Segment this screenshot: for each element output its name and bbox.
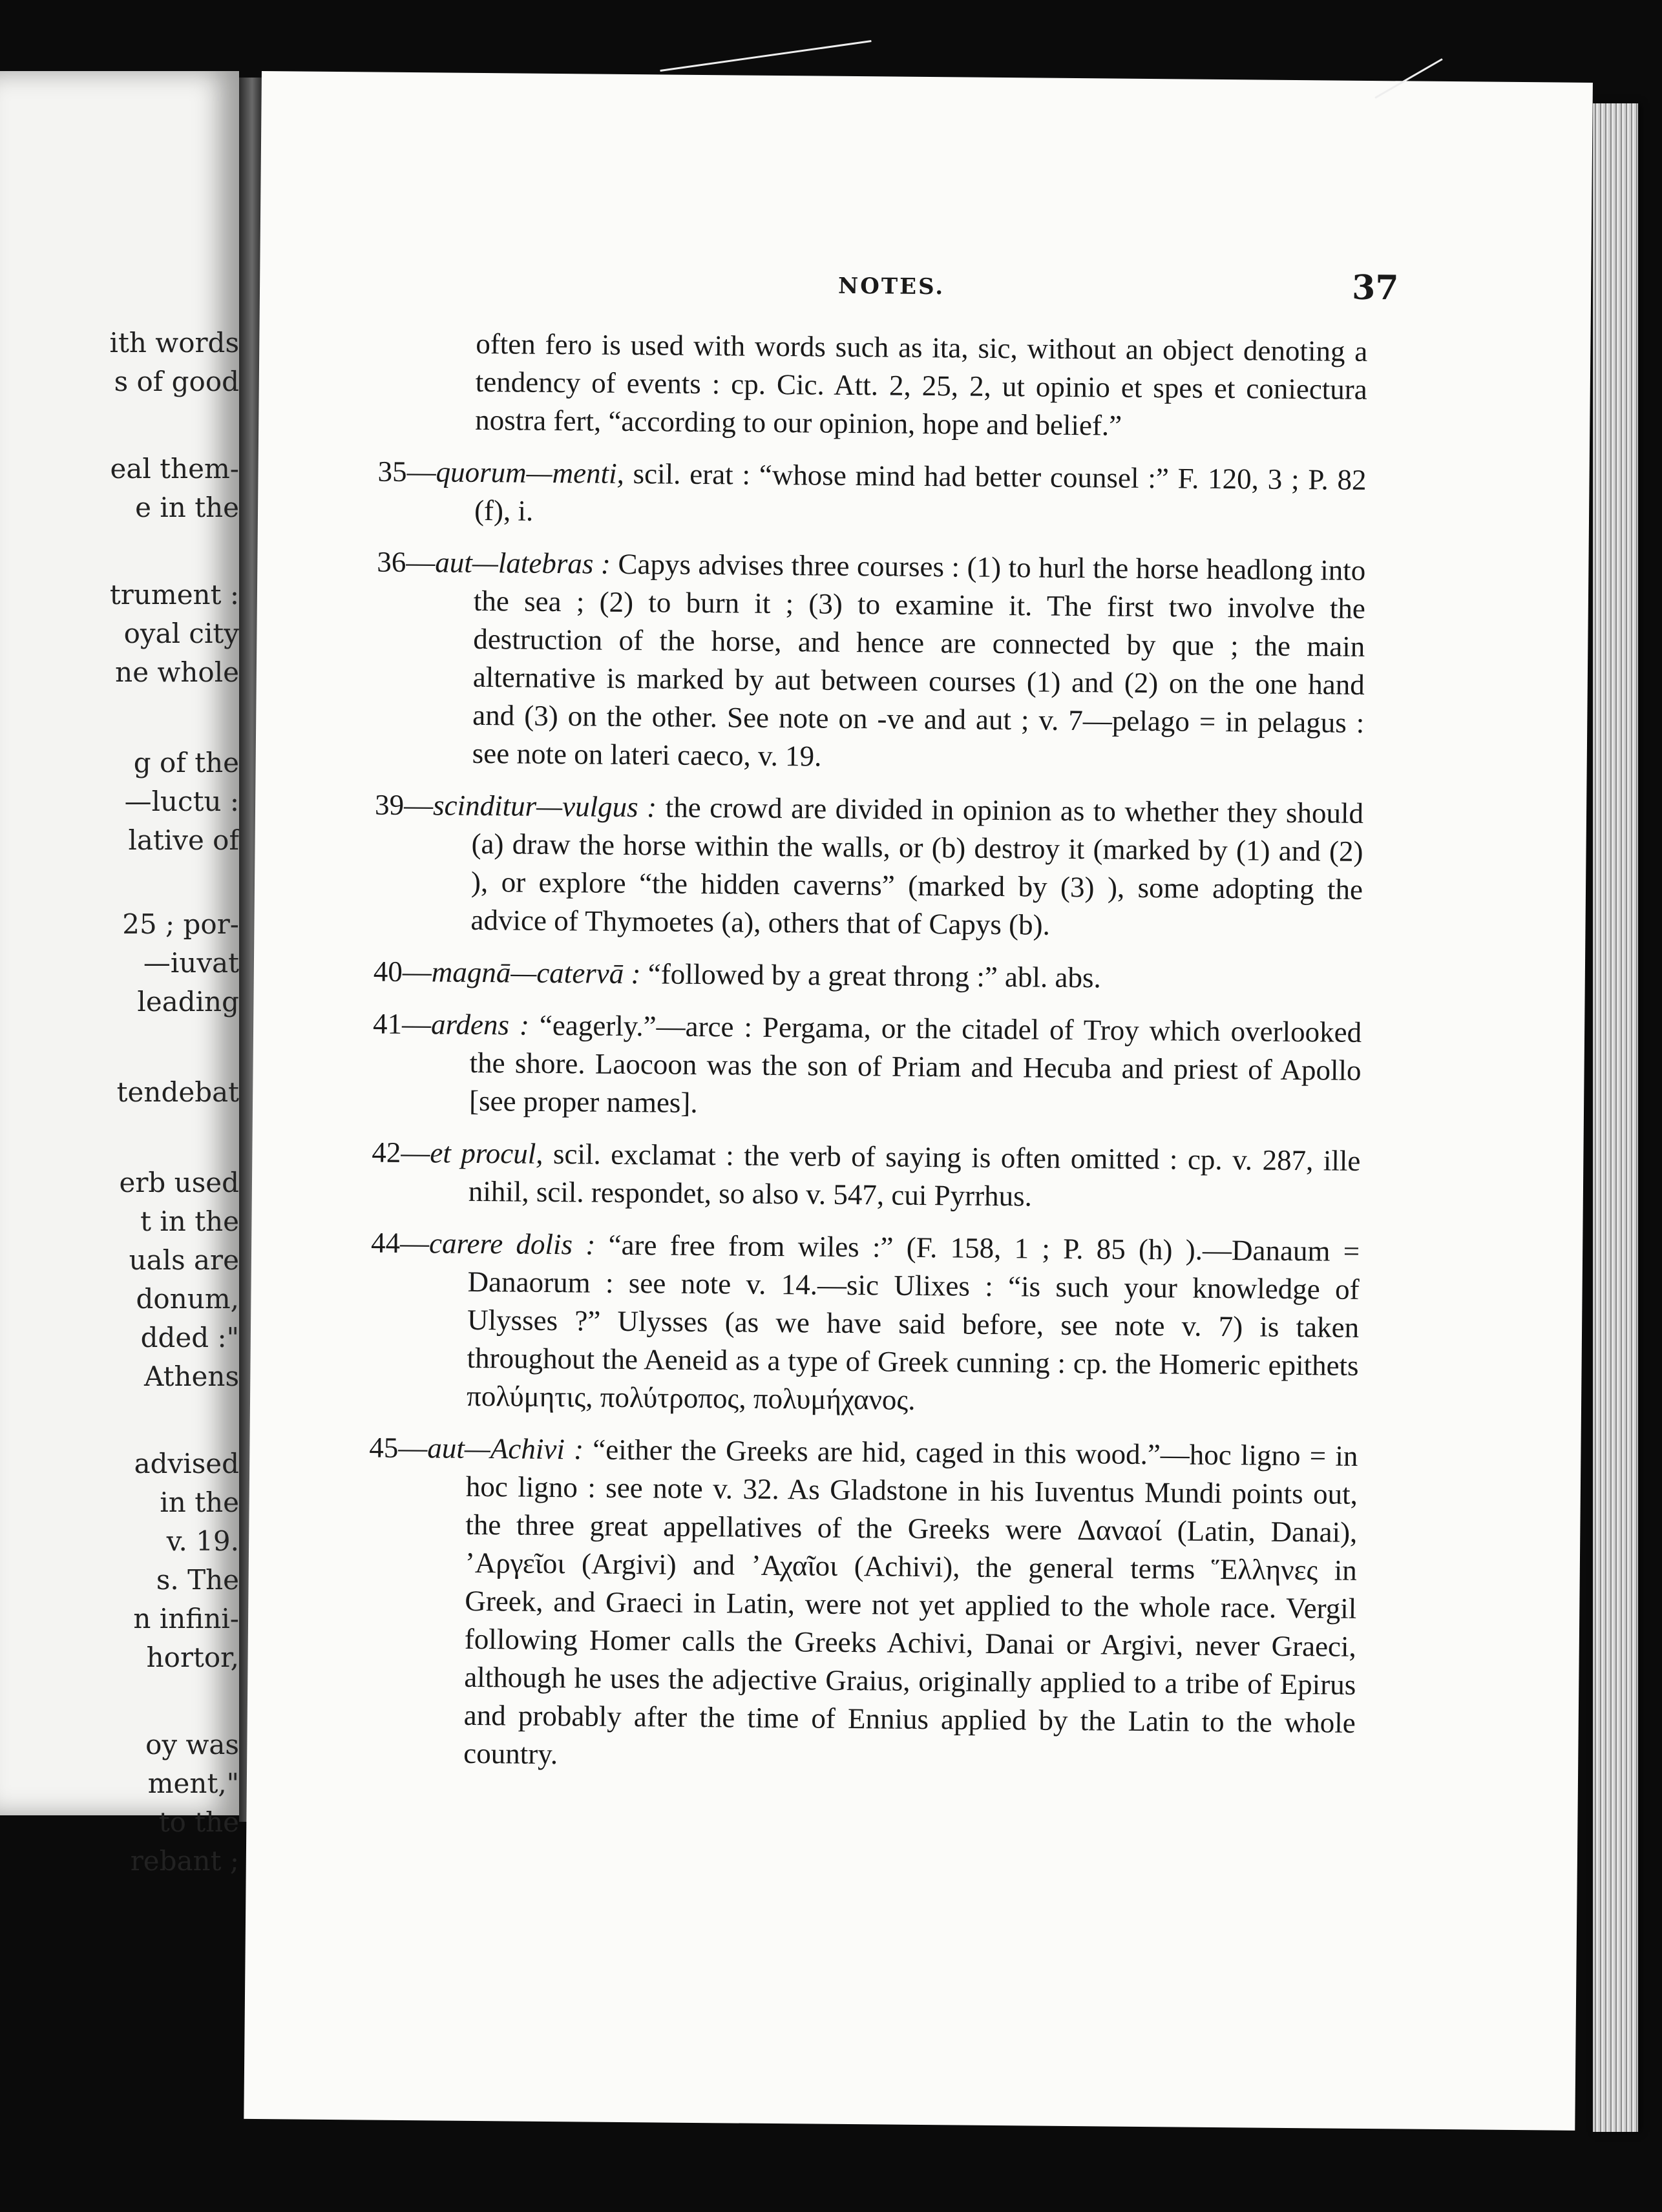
line-number: 44— xyxy=(370,1226,430,1260)
running-head: NOTES. xyxy=(837,273,945,300)
facing-page-line: s. The xyxy=(156,1564,239,1596)
page-number: 37 xyxy=(1351,267,1399,308)
note-text: “are free from wiles :” (F. 158, 1 ; P. 85 (h) ).—Danaum = Danaorum : see note v. 14.—sic Ulixes : “is such your knowledge of Ulysses ?” Ulysses (as we have said before, see note v. 7) is taken throughout the Aeneid as a type of Greek cunning : cp. the Homeric epithets πολύμητις, πολύτροπος, πολυμήχανος. xyxy=(466,1228,1360,1416)
note-44 xyxy=(370,1224,1360,1423)
line-number: 39— xyxy=(374,788,434,822)
facing-page-line: n infini- xyxy=(133,1603,239,1634)
facing-page-line: oy was xyxy=(145,1729,239,1760)
facing-page-line: Athens xyxy=(144,1361,239,1392)
facing-page-line: uals are xyxy=(129,1244,239,1276)
line-number: 35— xyxy=(377,455,436,488)
note-text: scil. erat : “whose mind had better counsel :” F. 120, 3 ; P. 82 (f), i. xyxy=(474,457,1367,527)
facing-page-line: hortor, xyxy=(146,1642,239,1673)
note-42 xyxy=(372,1134,1361,1218)
note-continuation xyxy=(378,324,1367,447)
facing-page-line: ith words xyxy=(109,327,239,359)
facing-page-line: 25 ; por- xyxy=(122,908,239,940)
note-text: “eagerly.”—arce : Pergama, or the citadel of Troy which overlooked the shore. Laocoon was the son of Priam and Hecuba and priest of Apollo [see proper names]. xyxy=(468,1008,1362,1119)
lemma: quorum—menti, xyxy=(436,455,625,490)
facing-page xyxy=(0,71,239,1877)
note-35 xyxy=(377,453,1367,537)
facing-page-line: eal them- xyxy=(110,453,239,485)
note-text: the crowd are divided in opinion as to whether they should (a) draw the horse within the walls, or (b) destroy it (marked by (1) and (2) ), or explore “the hidden caverns” (marked by (3) ), some adopting the advice of Thymoetes (a), others that of Capys (b). xyxy=(470,791,1364,941)
lemma: scinditur—vulgus : xyxy=(432,789,657,824)
facing-page-line: —iuvat xyxy=(143,947,239,979)
note-39 xyxy=(373,786,1363,947)
lemma: carere dolis : xyxy=(428,1227,596,1261)
facing-page-line: t in the xyxy=(140,1205,239,1237)
facing-page-line: ment," xyxy=(147,1768,239,1799)
facing-page-line: ne whole xyxy=(115,656,239,688)
book-page xyxy=(244,71,1593,2131)
facing-page-line: donum, xyxy=(136,1283,239,1315)
note-text: Capys advises three courses : (1) to hurl the horse headlong into the sea ; (2) to burn it ; (3) to examine it. The first two involve the destruction of the horse, and hence are connected by que ; the main alternative is marked by aut between courses (1) and (2) on the one hand and (3) on the other. See note on -ve and aut ; v. 7—pelago = in pelagus : see note on lateri caeco, v. 19. xyxy=(472,547,1366,773)
note-36 xyxy=(375,543,1366,780)
facing-page-line: dded :" xyxy=(140,1322,239,1353)
facing-page-line: —luctu : xyxy=(124,786,239,817)
note-text: scil. exclamat : the verb of saying is often omitted : cp. v. 287, ille nihil, scil. respondet, so also v. 547, cui Pyrrhus. xyxy=(468,1137,1361,1213)
note-text: often fero is used with words such as ita, sic, without an object denoting a tendency of events : cp. Cic. Att. 2, 25, 2, ut opinio et spes et coniectura nostra fert, “according to our opinion, hope and belief.” xyxy=(475,327,1368,442)
scan-artifact xyxy=(660,40,871,72)
lemma: aut—latebras : xyxy=(435,546,611,580)
note-text: “followed by a great throng :” abl. abs. xyxy=(640,957,1101,994)
facing-page-line: oyal city xyxy=(123,618,239,649)
lemma: aut—Achivi : xyxy=(427,1432,584,1466)
facing-page-line: tendebat xyxy=(116,1076,239,1108)
note-45 xyxy=(366,1429,1358,1780)
facing-page-line: v. 19. xyxy=(166,1525,239,1557)
facing-page-line: erb used xyxy=(119,1167,239,1198)
line-number: 41— xyxy=(372,1007,432,1041)
line-number: 36— xyxy=(377,545,436,579)
line-number: 45— xyxy=(369,1431,428,1465)
lemma: ardens : xyxy=(430,1008,530,1041)
lemma: et procul, xyxy=(430,1136,543,1170)
line-number: 40— xyxy=(373,955,432,988)
facing-page-line: e in the xyxy=(135,492,239,523)
facing-page-line: in the xyxy=(160,1487,239,1518)
facing-page-line: trument : xyxy=(109,579,239,610)
note-text: “either the Greeks are hid, caged in this wood.”—hoc ligno = in hoc ligno : see note v. 32. As Gladstone in his Iuventus Mundi points out, the three great appellatives of the Greeks were Δαναοί (Latin, Danai), ’Αργεῖοι (Argivi) and ’Αχαῖοι (Achivi), the general terms Ἕλληνες in Greek, and Graeci in Latin, were not yet applied to the whole race. Vergil following Homer calls the Greeks Achivi, Danai or Argivi, never Graeci, although he uses the adjective Graius, originally applied to a tribe of Epirus and probably after the time of Ennius applied by the Latin to the whole country. xyxy=(463,1433,1358,1771)
facing-page-line: s of good xyxy=(114,366,239,397)
facing-page-line: rebant ; xyxy=(130,1845,239,1877)
note-41 xyxy=(372,1005,1362,1128)
facing-page-line: leading xyxy=(137,986,239,1017)
facing-page-line: g of the xyxy=(133,747,239,778)
facing-page-line: advised xyxy=(134,1448,239,1479)
notes-body xyxy=(366,324,1368,1795)
lemma: magnā—catervā : xyxy=(431,955,641,990)
facing-page-line: lative of xyxy=(128,824,239,856)
page-edges xyxy=(1593,103,1638,2132)
line-number: 42— xyxy=(372,1136,430,1169)
facing-page-line: to the xyxy=(158,1806,239,1838)
note-40 xyxy=(373,953,1362,999)
